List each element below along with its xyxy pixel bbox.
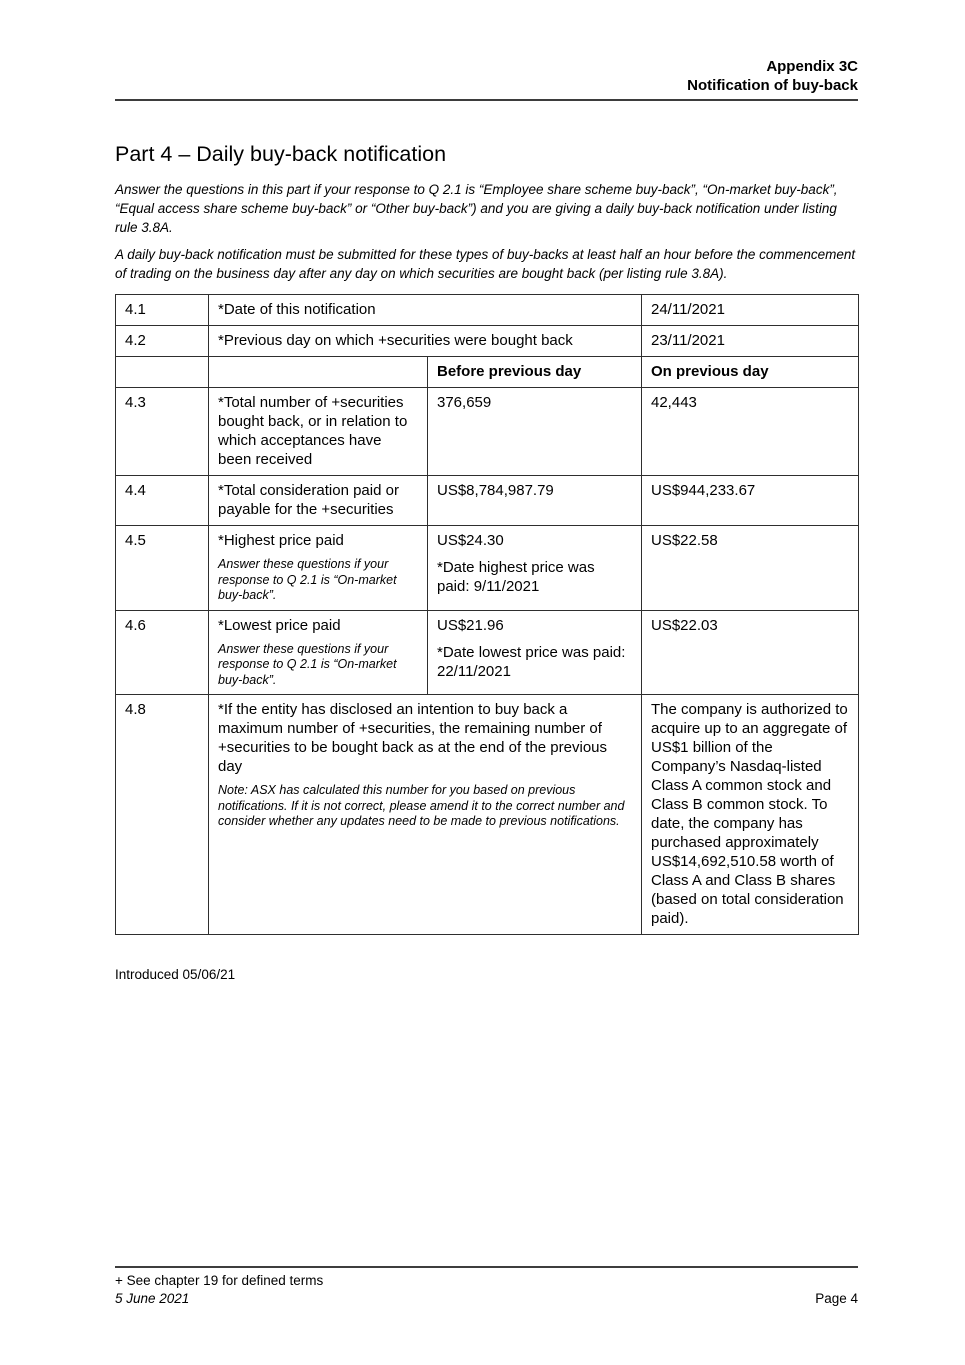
question-cell xyxy=(209,695,642,935)
defined-terms-note: + See chapter 19 for defined terms xyxy=(115,1273,324,1288)
footer-date: 5 June 2021 xyxy=(115,1291,190,1306)
answer-before: US$8,784,987.79 xyxy=(428,476,642,526)
answer-on: 42,443 xyxy=(642,388,859,476)
answer-before-cell xyxy=(428,610,642,695)
answer-before: 376,659 xyxy=(428,388,642,476)
document-header xyxy=(115,57,858,101)
appendix-title: Appendix 3C xyxy=(766,58,858,75)
footer-row xyxy=(115,1290,858,1308)
intro-paragraph-1: Answer the questions in this part if your response to Q 2.1 is “Employee share scheme buy-back”, “On-market buy-back”, “Equal access share scheme buy-back” or “Other buy-back”) and you are giving a daily buy-back notification under listing rule 3.8A. xyxy=(115,182,838,235)
question-number: 4.5 xyxy=(116,526,209,611)
question-number: 4.6 xyxy=(116,610,209,695)
table-row-4-3 xyxy=(116,388,859,476)
table-row-4-8 xyxy=(116,695,859,935)
question-label: *Previous day on which +securities were bought back xyxy=(209,326,642,357)
page-content xyxy=(115,0,858,983)
question-number: 4.1 xyxy=(116,295,209,326)
answer-value: The company is authorized to acquire up to an aggregate of US$1 billion of the Company’s Nasdaq-listed Class A common stock and Class B common stock. To date, the company has purchased approximately US$14,692,510.58 worth of Class A and Class B shares (based on total consideration paid). xyxy=(642,695,859,935)
introduced-note: Introduced 05/06/21 xyxy=(115,967,236,982)
empty-cell xyxy=(209,357,428,388)
answer-before: US$21.96 xyxy=(437,616,504,634)
question-label: *If the entity has disclosed an intention to buy back a maximum number of +securities, the remaining number of +securities to be bought back as at the end of the previous day xyxy=(218,701,608,775)
answer-before-date: *Date lowest price was paid: 22/11/2021 xyxy=(437,643,626,680)
table-row-4-5 xyxy=(116,526,859,611)
table-row-4-2 xyxy=(116,326,859,357)
buyback-table xyxy=(115,294,859,935)
question-cell xyxy=(209,610,428,695)
answer-before-cell xyxy=(428,526,642,611)
question-label: *Total consideration paid or payable for the +securities xyxy=(209,476,428,526)
question-label: *Total number of +securities bought back, or in relation to which acceptances have been received xyxy=(209,388,428,476)
answer-before-date: *Date highest price was paid: 9/11/2021 xyxy=(437,559,595,595)
table-row-4-1 xyxy=(116,295,859,326)
column-header-before: Before previous day xyxy=(428,357,642,388)
appendix-subtitle: Notification of buy-back xyxy=(687,77,858,94)
table-row-4-4 xyxy=(116,476,859,526)
table-column-header-row xyxy=(116,357,859,388)
question-label: *Date of this notification xyxy=(209,295,642,326)
question-note: Answer these questions if your response to Q 2.1 is “On-market buy-back”. xyxy=(218,641,397,687)
question-label: *Highest price paid xyxy=(218,532,344,549)
question-cell xyxy=(209,526,428,611)
question-label: *Lowest price paid xyxy=(218,616,341,634)
answer-before: US$24.30 xyxy=(437,532,504,549)
table-row-4-6 xyxy=(116,610,859,695)
question-number: 4.2 xyxy=(116,326,209,357)
question-number: 4.3 xyxy=(116,388,209,476)
question-number: 4.8 xyxy=(116,695,209,935)
question-note: Answer these questions if your response to Q 2.1 is “On-market buy-back”. xyxy=(218,557,397,602)
part-title: Part 4 – Daily buy-back notification xyxy=(115,142,447,166)
empty-cell xyxy=(116,357,209,388)
answer-on: US$22.03 xyxy=(642,610,859,695)
question-number: 4.4 xyxy=(116,476,209,526)
answer-value: 23/11/2021 xyxy=(642,326,859,357)
page-number: Page 4 xyxy=(815,1291,858,1306)
column-header-on: On previous day xyxy=(642,357,859,388)
answer-on: US$22.58 xyxy=(642,526,859,611)
answer-value: 24/11/2021 xyxy=(642,295,859,326)
page-footer xyxy=(115,1266,858,1308)
answer-on: US$944,233.67 xyxy=(642,476,859,526)
intro-paragraph-2: A daily buy-back notification must be submitted for these types of buy-backs at least half an hour before the commencement of trading on the business day after any day on which securities are bought back (per listing rule 3.8A). xyxy=(115,247,856,281)
question-note: Note: ASX has calculated this number for you based on previous notifications. If it is not correct, please amend it to the correct number and consider whether any updates need to be made to previous notifications. xyxy=(218,783,625,828)
